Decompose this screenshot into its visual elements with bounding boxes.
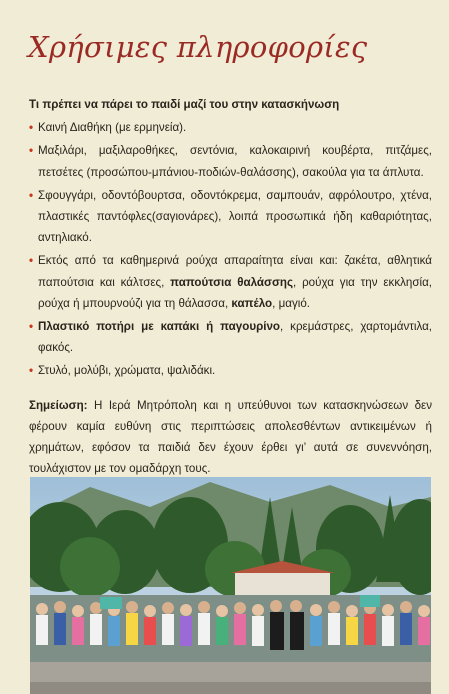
item-text: Καινή Διαθήκη (με ερμηνεία).: [38, 121, 187, 135]
item-text: Στυλό, μολύβι, χρώματα, ψαλιδάκι.: [38, 364, 216, 378]
item-text: , ρούχα για την εκκλησία, ρούχα ή μπουρνούζι για τη θάλασσα,: [38, 275, 433, 310]
item-text: Σφουγγάρι, οδοντόβουρτσα, οδοντόκρεμα, σαμπουάν, αφρόλουτρο, χτένα, πλαστικές παντόφλες(σαγιονάρες), λοιπά προσωπικά ήδη καθαριότητας, αντηλιακό.: [38, 188, 432, 245]
bullet-icon: •: [29, 188, 34, 202]
section-heading: Τι πρέπει να πάρει το παιδί μαζί του στην κατασκήνωση: [29, 98, 340, 111]
item-text: , κρεμάστρες, χαρτομάντιλα, φακός.: [38, 320, 432, 355]
group-photo-illustration: [30, 477, 431, 694]
item-text: , μαγιό.: [272, 296, 310, 310]
bullet-icon: •: [29, 144, 34, 158]
list-item: [29, 316, 432, 358]
list-item: [29, 360, 432, 381]
list-item: [29, 185, 432, 249]
list-item: [29, 140, 432, 182]
item-text: Μαξιλάρι, μαξιλαροθήκες, σεντόνια, καλοκαιρινή κουβέρτα, πιτζάμες, πετσέτες (προσώπου-μπάνιου-ποδιών-θαλάσσης), σακούλα για τα άπλυτα.: [38, 144, 432, 179]
list-item: [29, 250, 432, 314]
note-label: Σημείωση:: [29, 398, 88, 412]
item-text-bold: καπέλο: [231, 296, 273, 310]
bullet-icon: •: [29, 364, 34, 378]
bullet-icon: •: [29, 121, 34, 135]
item-text: Εκτός από τα καθημερινά ρούχα απαραίτητα είναι και: ζακέτα, αθλητικά παπούτσια και κάλτσες,: [38, 254, 432, 289]
bullet-icon: •: [29, 320, 34, 334]
item-text-bold: παπούτσια θαλάσσης: [170, 275, 294, 289]
list-item: [29, 117, 432, 138]
info-content: [29, 94, 432, 479]
note-paragraph: [29, 395, 432, 480]
item-text-bold: Πλαστικό ποτήρι με καπάκι ή παγουρίνο: [38, 320, 281, 334]
items-list: [29, 117, 432, 381]
note-text: Η Ιερά Μητρόπολη και η υπεύθυνοι των κατασκηνώσεων δεν φέρουν καμία ευθύνη στις περιπτώσεις απολεσθέντων αντικειμένων ή χρημάτων, εφόσον τα παιδιά δεν έχουν έρθει γι’ αυτά σε συνεννόηση, τουλάχιστον με τον ομαδάρχη τους.: [29, 398, 432, 476]
page-title: Χρήσιμες πληροφορίες: [28, 30, 368, 64]
bullet-icon: •: [29, 254, 34, 268]
group-photo: [30, 477, 431, 694]
